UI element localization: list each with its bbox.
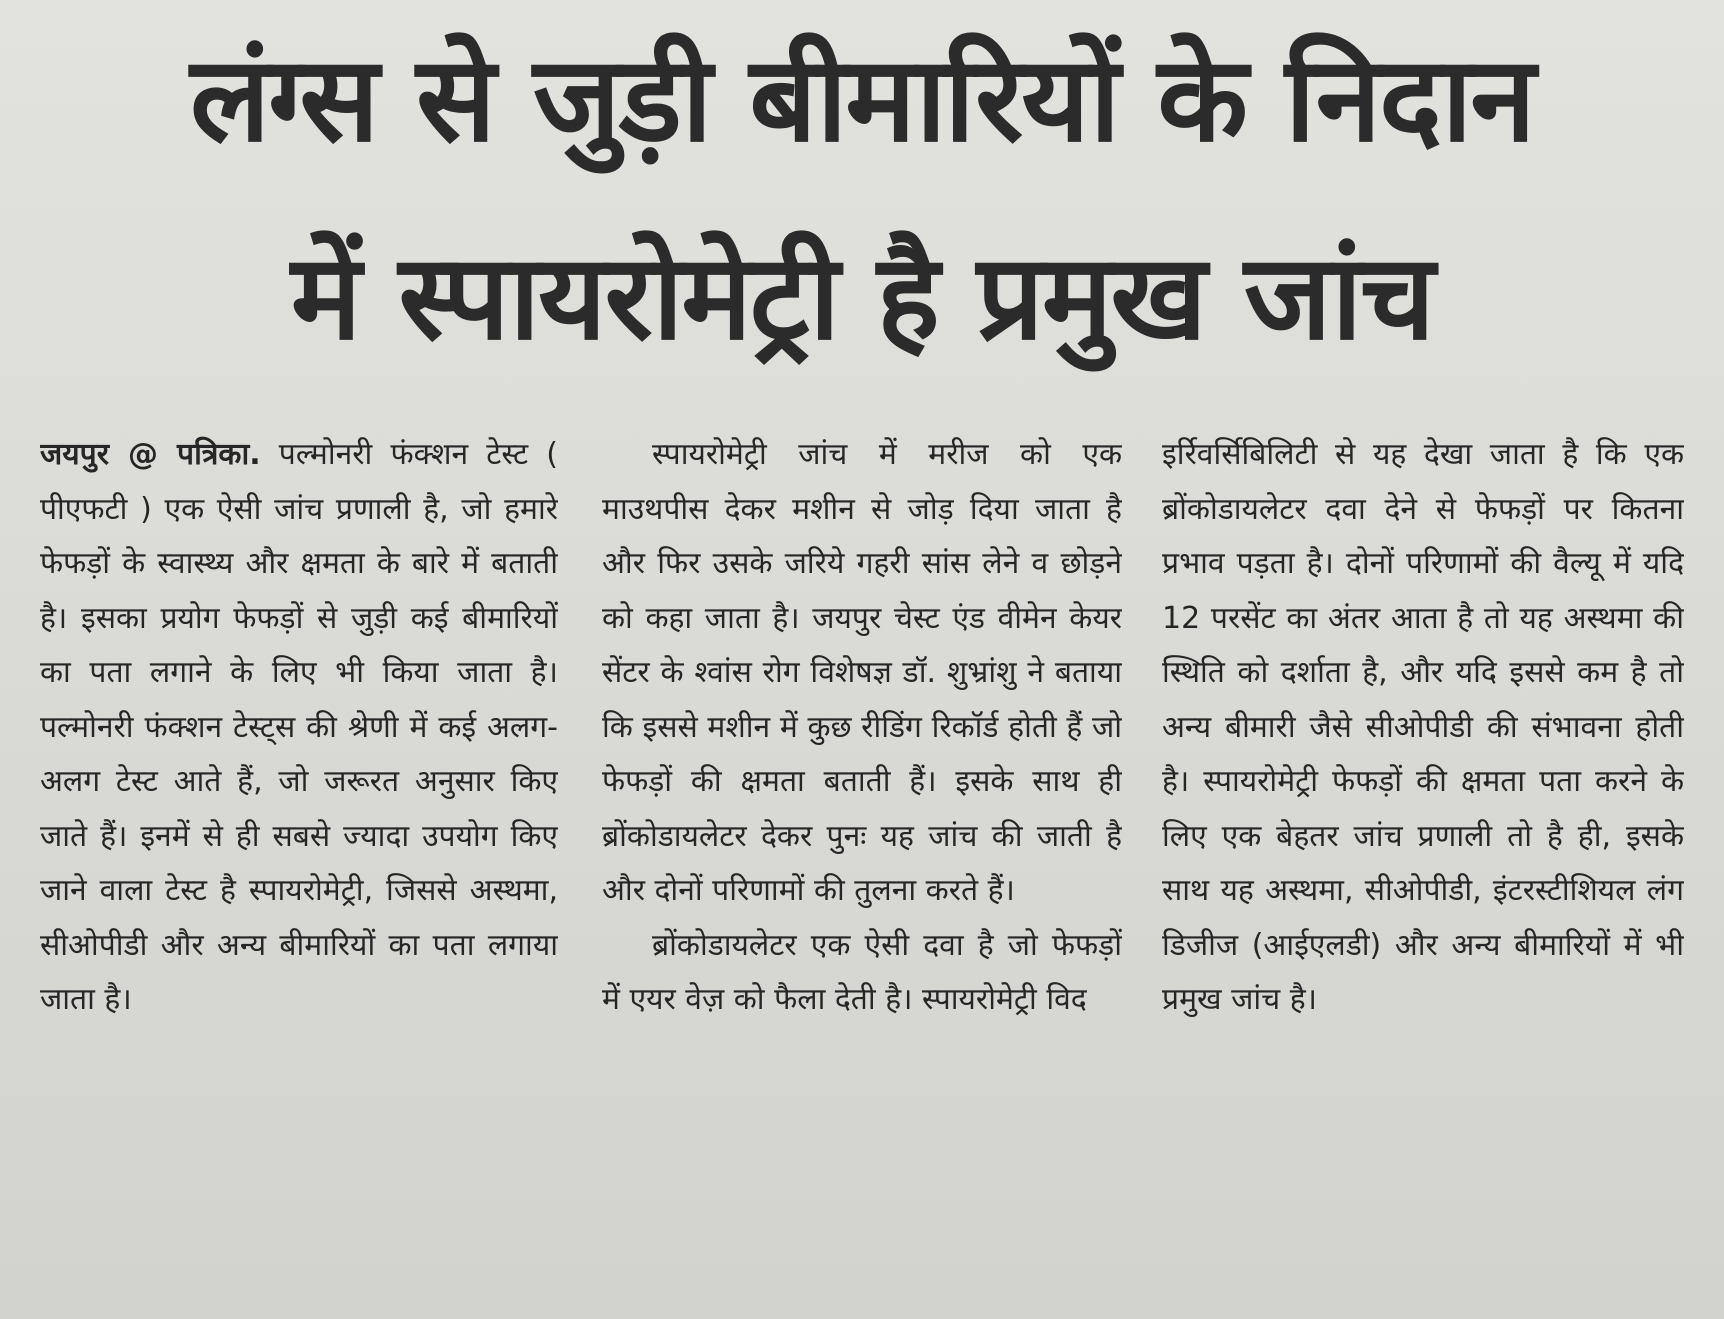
headline-line-1: लंग्स से जुड़ी बीमारियों के निदान bbox=[190, 30, 1534, 168]
article-column-3 bbox=[1162, 428, 1684, 1278]
article-column-2 bbox=[602, 428, 1122, 1278]
headline-line-2: में स्पायरोमेट्री है प्रमुख जांच bbox=[290, 228, 1434, 366]
column-2-paragraph-2: ब्रोंकोडायलेटर एक ऐसी दवा है जो फेफड़ों में एयर वेज़ को फैला देती है। स्पायरोमेट्री विद bbox=[602, 927, 1122, 1017]
article-column-1 bbox=[40, 428, 558, 1278]
column-2-paragraph-1: स्पायरोमेट्री जांच में मरीज को एक माउथपीस देकर मशीन से जोड़ दिया जाता है और फिर उसके जरिये गहरी सांस लेने व छोड़ने को कहा जाता है। जयपुर चेस्ट एंड वीमेन केयर सेंटर के श्वांस रोग विशेषज्ञ डॉ. शुभ्रांशु ने बताया कि इससे मशीन में कुछ रीडिंग रिकॉर्ड होती हैं जो फेफड़ों की क्षमता बताती हैं। इसके साथ ही ब्रोंकोडायलेटर देकर पुनः यह जांच की जाती है और दोनों परिणामों की तुलना करते हैं। bbox=[602, 437, 1122, 908]
column-1-paragraph bbox=[40, 428, 558, 1028]
article-body bbox=[40, 428, 1684, 1278]
dateline: जयपुर @ पत्रिका. bbox=[40, 437, 261, 472]
column-1-text: पल्मोनरी फंक्शन टेस्ट ( पीएफटी ) एक ऐसी जांच प्रणाली है, जो हमारे फेफड़ों के स्वास्थ्य और क्षमता के बारे में बताती है। इसका प्रयोग फेफड़ों से जुड़ी कई बीमारियों का पता लगाने के लिए भी किया जाता है। पल्मोनरी फंक्शन टेस्ट्स की श्रेणी में कई अलग-अलग टेस्ट आते हैं, जो जरूरत अनुसार किए जाते हैं। इनमें से ही सबसे ज्यादा उपयोग किए जाने वाला टेस्ट है स्पायरोमेट्री, जिससे अस्थमा, सीओपीडी और अन्य बीमारियों का पता लगाया जाता है। bbox=[40, 437, 558, 1017]
column-3-paragraph: इर्रिवर्सिबिलिटी से यह देखा जाता है कि एक ब्रोंकोडायलेटर दवा देने से फेफड़ों पर कितना प्रभाव पड़ता है। दोनों परिणामों की वैल्यू में यदि 12 परसेंट का अंतर आता है तो यह अस्थमा की स्थिति को दर्शाता है, और यदि इससे कम है तो अन्य बीमारी जैसे सीओपीडी की संभावना होती है। स्पायरोमेट्री फेफड़ों की क्षमता पता करने के लिए एक बेहतर जांच प्रणाली तो है ही, इसके साथ यह अस्थमा, सीओपीडी, इंटरस्टीशियल लंग डिजीज (आईएलडी) और अन्य बीमारियों में भी प्रमुख जांच है। bbox=[1162, 437, 1684, 1017]
